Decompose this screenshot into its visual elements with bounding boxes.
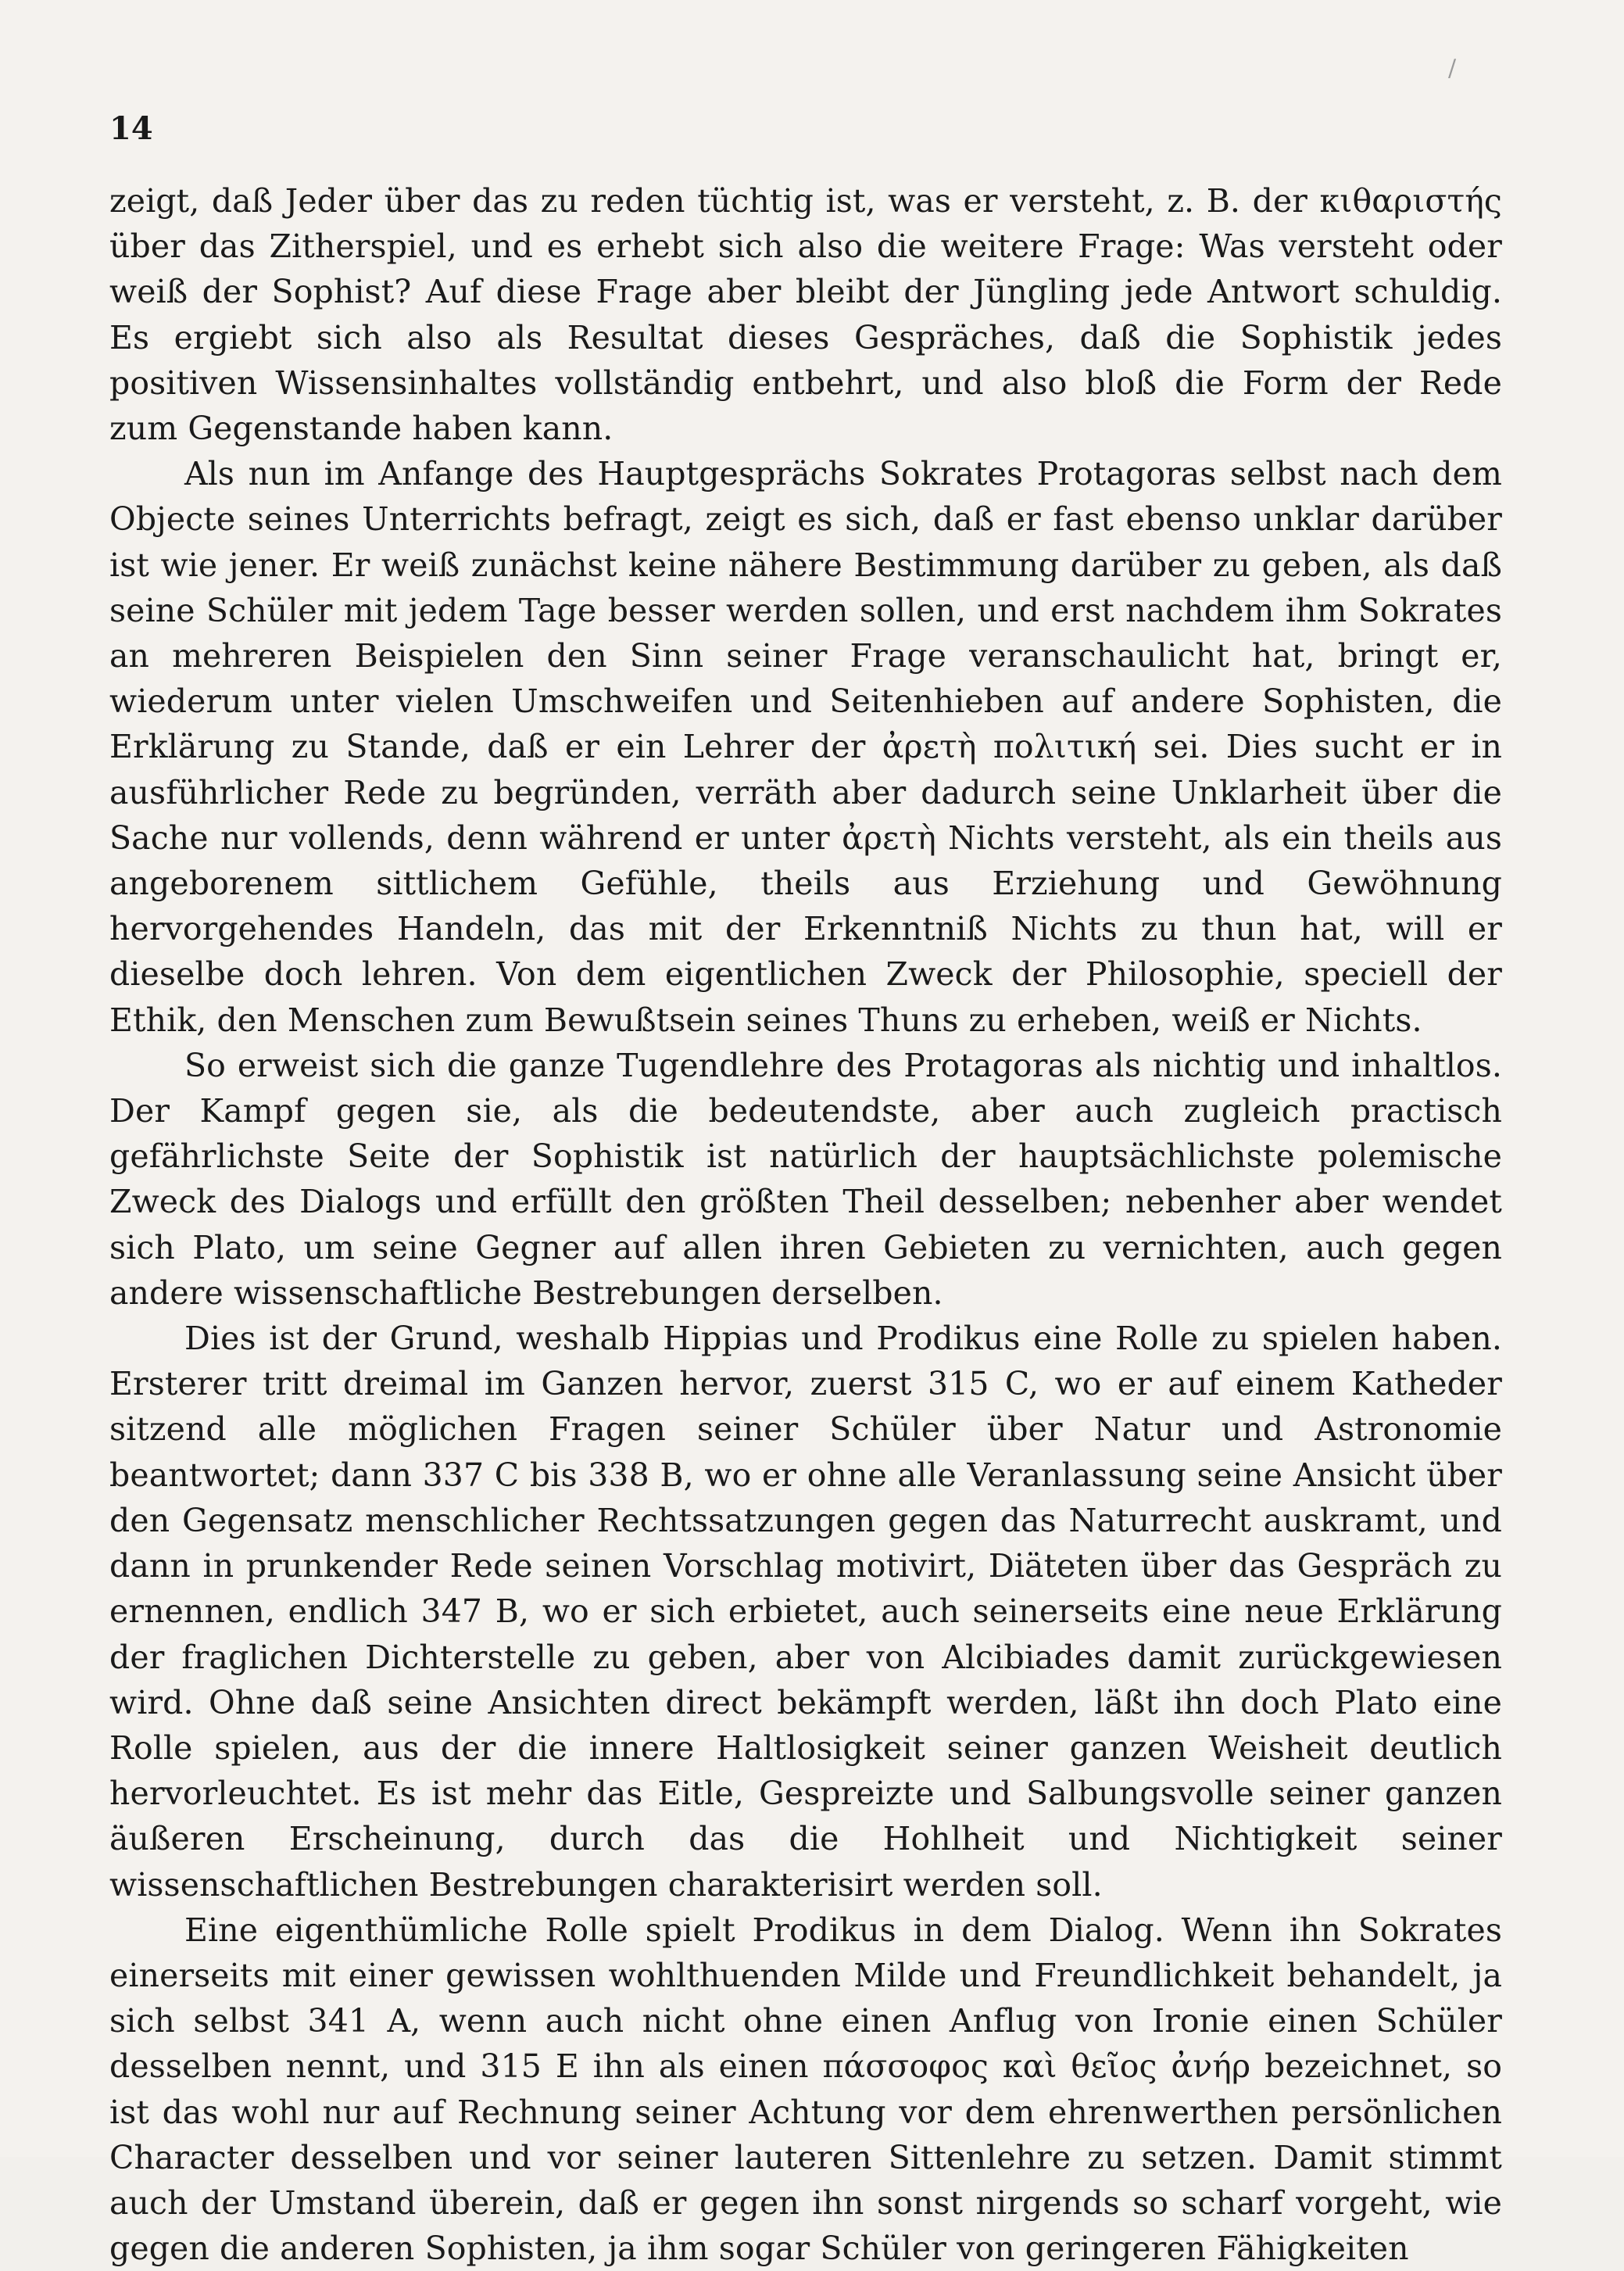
paragraph-4: Dies ist der Grund, weshalb Hippias und Prodikus eine Rolle zu spielen haben. Ersterer tritt dreimal im Ganzen hervor, zuerst 315 C, wo er auf einem Katheder sitzend alle möglichen Fragen seiner Schüler über Natur und Astronomie beantwortet; dann 337 C bis 338 B, wo er ohne alle Veranlassung seine Ansicht über den Gegensatz menschlicher Rechtssatzungen gegen das Naturrecht auskramt, und dann in prunkender Rede seinen Vorschlag motivirt, Diäteten über das Gespräch zu ernennen, endlich 347 B, wo er sich erbietet, auch seinerseits eine neue Erklärung der fraglichen Dichterstelle zu geben, aber von Alcibiades damit zurückgewiesen wird. Ohne daß seine Ansichten direct bekämpft werden, läßt ihn doch Plato eine Rolle spielen, aus der die innere Haltlosigkeit seiner ganzen Weisheit deutlich hervorleuchtet. Es ist mehr das Eitle, Gespreizte und Salbungsvolle seiner ganzen äußeren Erscheinung, durch das die Hohlheit und Nichtigkeit seiner wissenschaftlichen Bestrebungen charakterisirt werden soll. xyxy=(109,1320,1502,1904)
paragraph-1: zeigt, daß Jeder über das zu reden tüchtig ist, was er versteht, z. B. der κιθαριστής über das Zitherspiel, und es erhebt sich also die weitere Frage: Was versteht oder weiß der Sophist? Auf diese Frage aber bleibt der Jüngling jede Antwort schuldig. Es ergiebt sich also als Resultat dieses Gespräches, daß die Sophistik jedes positiven Wissensinhaltes vollständig entbehrt, und also bloß die Form der Rede zum Gegenstande haben kann. xyxy=(109,182,1502,448)
margin-mark: / xyxy=(1448,55,1457,82)
paragraph-2: Als nun im Anfange des Hauptgesprächs Sokrates Protagoras selbst nach dem Objecte seines Unterrichts befragt, zeigt es sich, daß er fast ebenso unklar darüber ist wie jener. Er weiß zunächst keine nähere Bestimmung darüber zu geben, als daß seine Schüler mit jedem Tage besser werden sollen, und erst nachdem ihm Sokrates an mehreren Beispielen den Sinn seiner Frage veranschaulicht hat, bringt er, wiederum unter vielen Umschweifen und Seitenhieben auf andere Sophisten, die Erklärung zu Stande, daß er ein Lehrer der ἀρετὴ πολιτική sei. Dies sucht er in ausführlicher Rede zu begründen, verräth aber dadurch seine Unklarheit über die Sache nur vollends, denn während er unter ἀρετὴ Nichts versteht, als ein theils aus angeborenem sittlichem Gefühle, theils aus Erziehung und Gewöhnung hervorgehendes Handeln, das mit der Erkenntniß Nichts zu thun hat, will er dieselbe doch lehren. Von dem eigentlichen Zweck der Philosophie, speciell der Ethik, den Menschen zum Bewußtsein seines Thuns zu erheben, weiß er Nichts. xyxy=(109,455,1502,1039)
paragraph-3: So erweist sich die ganze Tugendlehre des Protagoras als nichtig und inhaltlos. Der Kampf gegen sie, als die bedeutendste, aber auch zugleich practisch gefährlichste Seite der Sophistik ist natürlich der hauptsächlichste polemische Zweck des Dialogs und erfüllt den größten Theil desselben; nebenher aber wendet sich Plato, um seine Gegner auf allen ihren Gebieten zu vernichten, auch gegen andere wissenschaftliche Bestrebungen derselben. xyxy=(109,1046,1502,1312)
paragraph-5: Eine eigenthümliche Rolle spielt Prodikus in dem Dialog. Wenn ihn Sokrates einerseits mit einer gewissen wohlthuenden Milde und Freundlichkeit behandelt, ja sich selbst 341 A, wenn auch nicht ohne einen Anflug von Ironie einen Schüler desselben nennt, und 315 E ihn als einen πάσσοφος καὶ θεῖος ἀνήρ bezeichnet, so ist das wohl nur auf Rechnung seiner Achtung vor dem ehrenwerthen persönlichen Character desselben und vor seiner lauteren Sittenlehre zu setzen. Damit stimmt auch der Umstand überein, daß er gegen ihn sonst nirgends so scharf vorgeht, wie gegen die anderen Sophisten, ja ihm sogar Schüler von geringeren Fähigkeiten xyxy=(109,1911,1502,2268)
page-number: 14 xyxy=(109,110,153,147)
body-text xyxy=(109,178,1502,2271)
